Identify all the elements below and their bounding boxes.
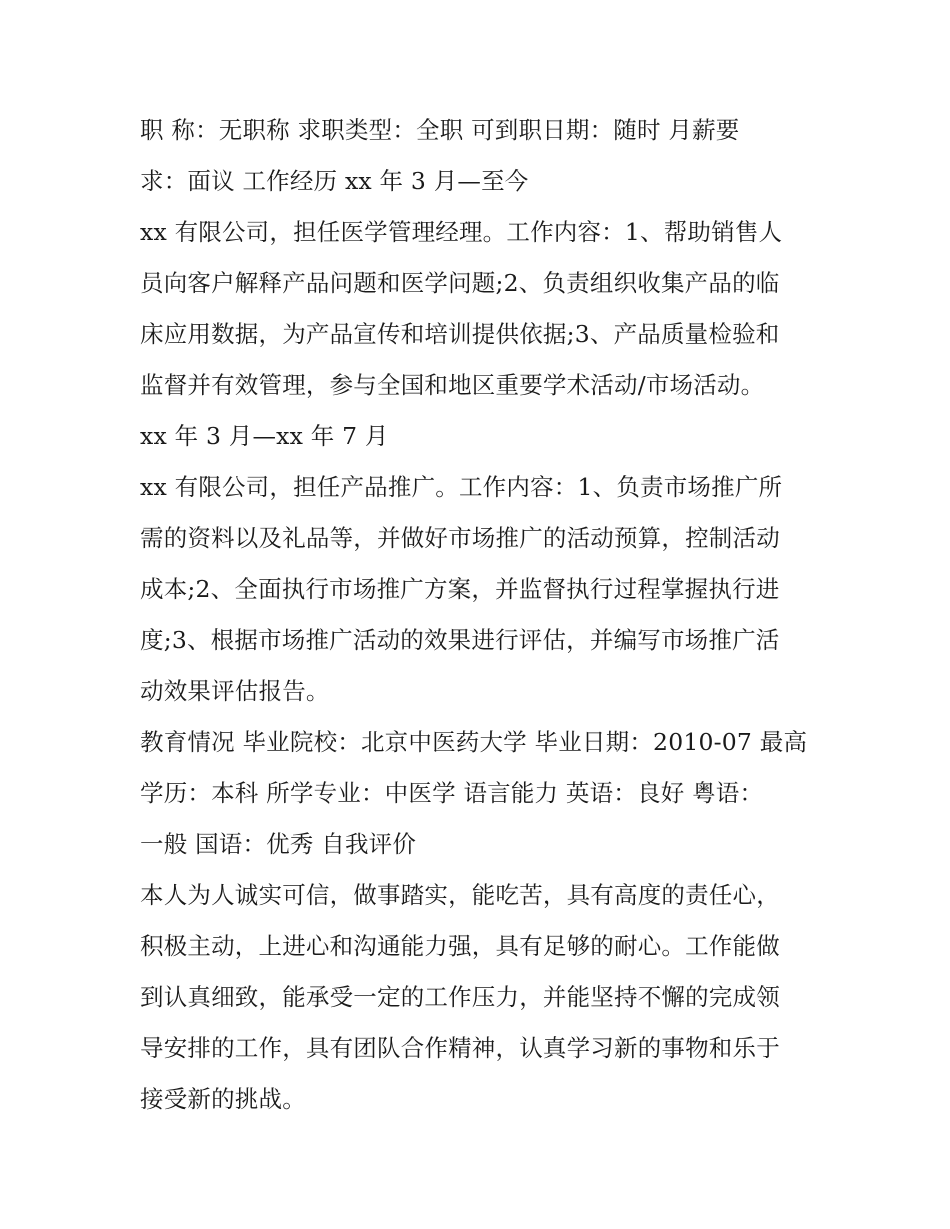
text-line: 员向客户解释产品问题和医学问题;2、负责组织收集产品的临 [140,269,780,297]
text-line: 床应用数据，为产品宣传和培训提供依据;3、产品质量检验和 [140,320,780,348]
text-line: 到认真细致，能承受一定的工作压力，并能坚持不懈的完成领 [140,983,780,1011]
text-line: 教育情况 毕业院校：北京中医药大学 毕业日期：2010-07 最高 [140,728,808,756]
text-line: 导安排的工作，具有团队合作精神，认真学习新的事物和乐于 [140,1034,780,1062]
text-line: 学历：本科 所学专业：中医学 语言能力 英语：良好 粤语： [140,779,764,807]
text-line: 监督并有效管理，参与全国和地区重要学术活动/市场活动。 [140,371,765,399]
text-line: 接受新的挑战。 [140,1085,306,1113]
text-line: xx 有限公司，担任医学管理经理。工作内容：1、帮助销售人 [140,218,783,246]
text-line: 职 称：无职称 求职类型：全职 可到职日期：随时 月薪要 [140,116,740,144]
text-line: xx 有限公司，担任产品推广。工作内容：1、负责市场推广所 [140,473,783,501]
text-line: 求：面议 工作经历 xx 年 3 月—至今 [140,167,529,195]
text-line: 积极主动，上进心和沟通能力强，具有足够的耐心。工作能做 [140,932,780,960]
text-line: 需的资料以及礼品等，并做好市场推广的活动预算，控制活动 [140,524,780,552]
text-line: 动效果评估报告。 [140,677,330,705]
text-line: 本人为人诚实可信，做事踏实，能吃苦，具有高度的责任心， [140,881,780,909]
resume-text-block [140,107,820,1127]
text-line: 成本;2、全面执行市场推广方案，并监督执行过程掌握执行进 [140,575,780,603]
text-line: xx 年 3 月—xx 年 7 月 [140,422,389,450]
text-line: 度;3、根据市场推广活动的效果进行评估，并编写市场推广活 [140,626,780,654]
text-line: 一般 国语：优秀 自我评价 [140,830,417,858]
